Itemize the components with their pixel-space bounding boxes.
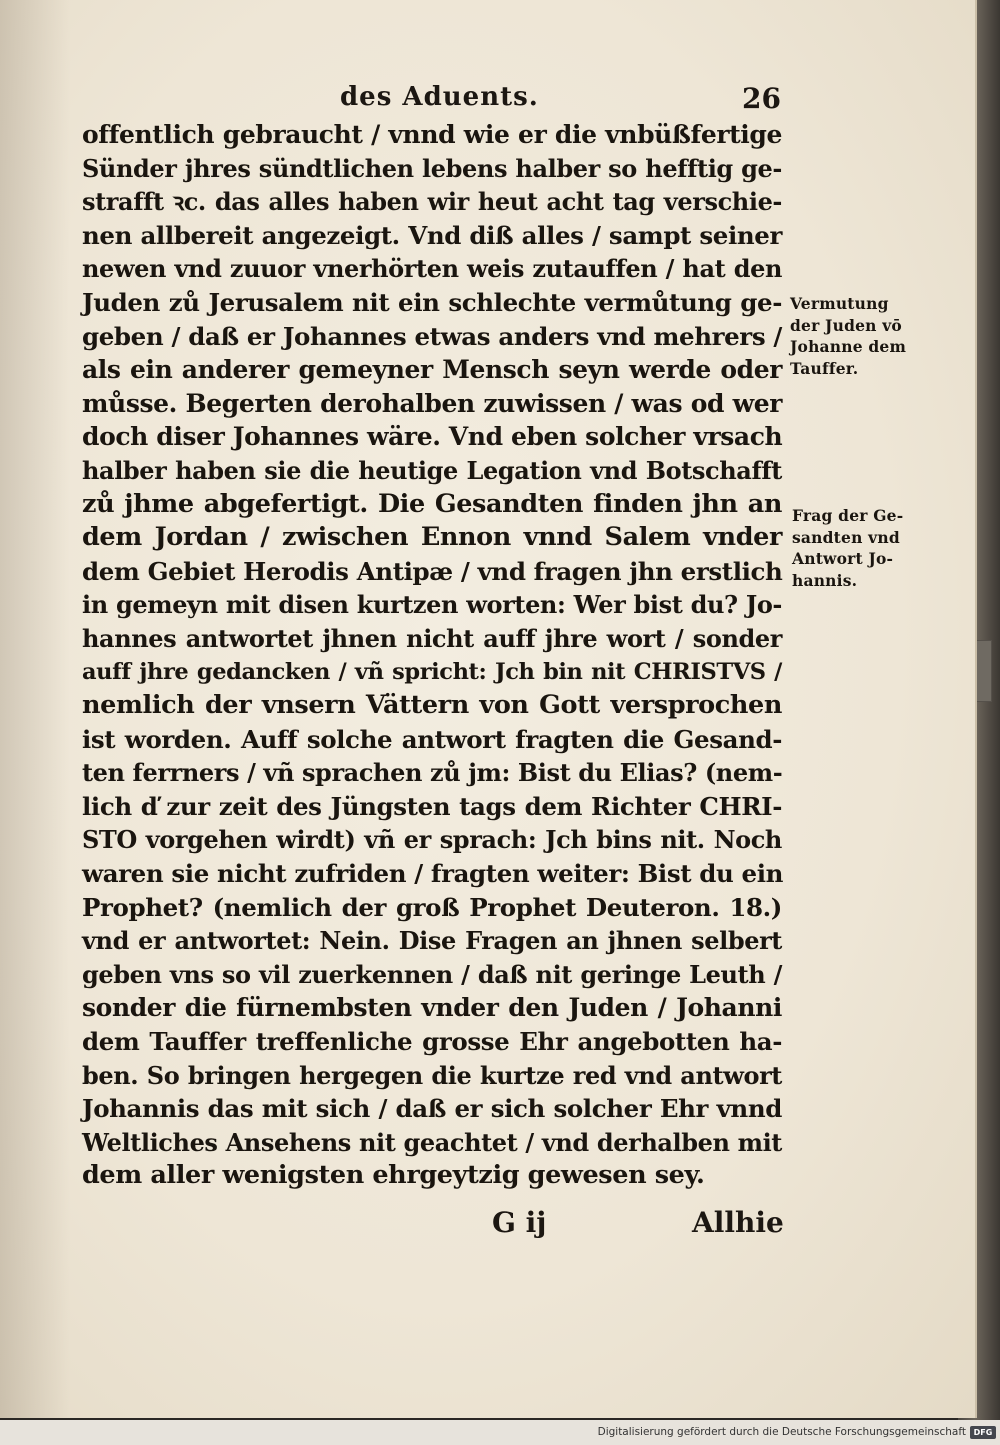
text-line: ten ferrners / vñ sprachen zů jm: Bist du Elias? (nem-: [82, 758, 783, 788]
text-line: ben. So bringen hergegen die kurtze red vnd antwort: [82, 1060, 782, 1090]
text-line: hannes antwortet jhnen nicht auff jhre wort / sonder: [82, 623, 782, 653]
running-title: des Aduents.: [340, 82, 539, 112]
text-line: offentlich gebraucht / vnnd wie er die vnbüßfertige: [82, 120, 782, 149]
catchword: Allhie: [692, 1206, 784, 1239]
body-text: [82, 118, 782, 1193]
note-line: sandten vnd: [792, 527, 900, 547]
text-line: strafft ꝛc. das alles haben wir heut acht tag verschie-: [82, 187, 782, 217]
text-line: auff jhre gedancken / vñ spricht: Jch bin nit CHRISTVS /: [82, 658, 782, 685]
text-line: dem aller wenigsten ehrgeytzig gewesen sey.: [82, 1160, 705, 1191]
text-line: STO vorgehen wirdt) vñ er sprach: Jch bins nit. Noch: [82, 825, 782, 855]
text-line: als ein anderer gemeyner Mensch seyn werde oder: [82, 355, 782, 385]
text-line: dem Jordan / zwischen Ennon vnnd Salem vnder: [82, 522, 782, 553]
text-line: sonder die fürnembsten vnder den Juden / Johanni: [82, 993, 782, 1023]
note-line: hannis.: [792, 570, 858, 590]
text-line: lich ď zur zeit des Jüngsten tags dem Richter CHRI-: [82, 791, 782, 821]
text-line: geben / daß er Johannes etwas anders vnd mehrers /: [82, 321, 782, 351]
text-line: waren sie nicht zufriden / fragten weiter: Bist du ein: [82, 859, 784, 889]
note-line: Frag der Ge-: [792, 506, 904, 525]
margin-note-vermutung: [790, 293, 906, 379]
note-line: Antwort Jo-: [792, 549, 894, 568]
text-line: Johannis das mit sich / daß er sich solcher Ehr vnnd: [82, 1094, 782, 1124]
text-line: newen vnd zuuor vnerhörten weis zutauffen / hat den: [82, 254, 782, 284]
dfg-logo: DFG: [970, 1426, 996, 1439]
note-line: Tauffer.: [790, 358, 859, 378]
note-line: Vermutung: [790, 294, 889, 313]
page-number: 26: [742, 82, 781, 115]
text-line: in gemeyn mit disen kurtzen worten: Wer bist du? Jo-: [82, 590, 782, 620]
text-line: můsse. Begerten derohalben zuwissen / was od wer: [82, 388, 782, 418]
text-line: halber haben sie die heutige Legation vnd Botschafft: [82, 455, 782, 485]
note-line: Johanne dem: [790, 337, 907, 356]
margin-note-frag: [792, 505, 903, 591]
text-line: zů jhme abgefertigt. Die Gesandten finden jhn an: [82, 488, 782, 519]
signature-mark: G ij: [492, 1206, 547, 1239]
note-line: der Juden vō: [790, 315, 902, 335]
text-line: nemlich der vnsern Vättern von Gott versprochen: [82, 690, 782, 721]
text-line: dem Tauffer treffenliche grosse Ehr angebotten ha-: [82, 1027, 782, 1057]
text-line: geben vns so vil zuerkennen / daß nit geringe Leuth /: [82, 959, 782, 989]
text-line: ist worden. Auff solche antwort fragten die Gesand-: [82, 724, 782, 754]
gutter-shadow: [0, 0, 70, 1418]
funding-credit: Digitalisierung gefördert durch die Deutsche Forschungsgemeinschaft: [597, 1426, 966, 1438]
text-line: vnd er antwortet: Nein. Dise Fragen an jhnen selbert: [82, 926, 782, 956]
text-line: Juden zů Jerusalem nit ein schlechte vermůtung ge-: [82, 287, 782, 317]
text-line: Weltliches Ansehens nit geachtet / vnd derhalben mit: [82, 1127, 782, 1157]
text-line: nen allbereit angezeigt. Vnd diß alles / sampt seiner: [82, 220, 782, 250]
text-line: dem Gebiet Herodis Antipæ / vnd fragen jhn erstlich: [82, 556, 783, 586]
text-line: doch diser Johannes wäre. Vnd eben solcher vrsach: [82, 422, 783, 452]
text-line: Prophet? (nemlich der groß Prophet Deuteron. 18.): [82, 892, 782, 922]
text-line: Sünder jhres sündtlichen lebens halber so hefftig ge-: [82, 153, 782, 183]
